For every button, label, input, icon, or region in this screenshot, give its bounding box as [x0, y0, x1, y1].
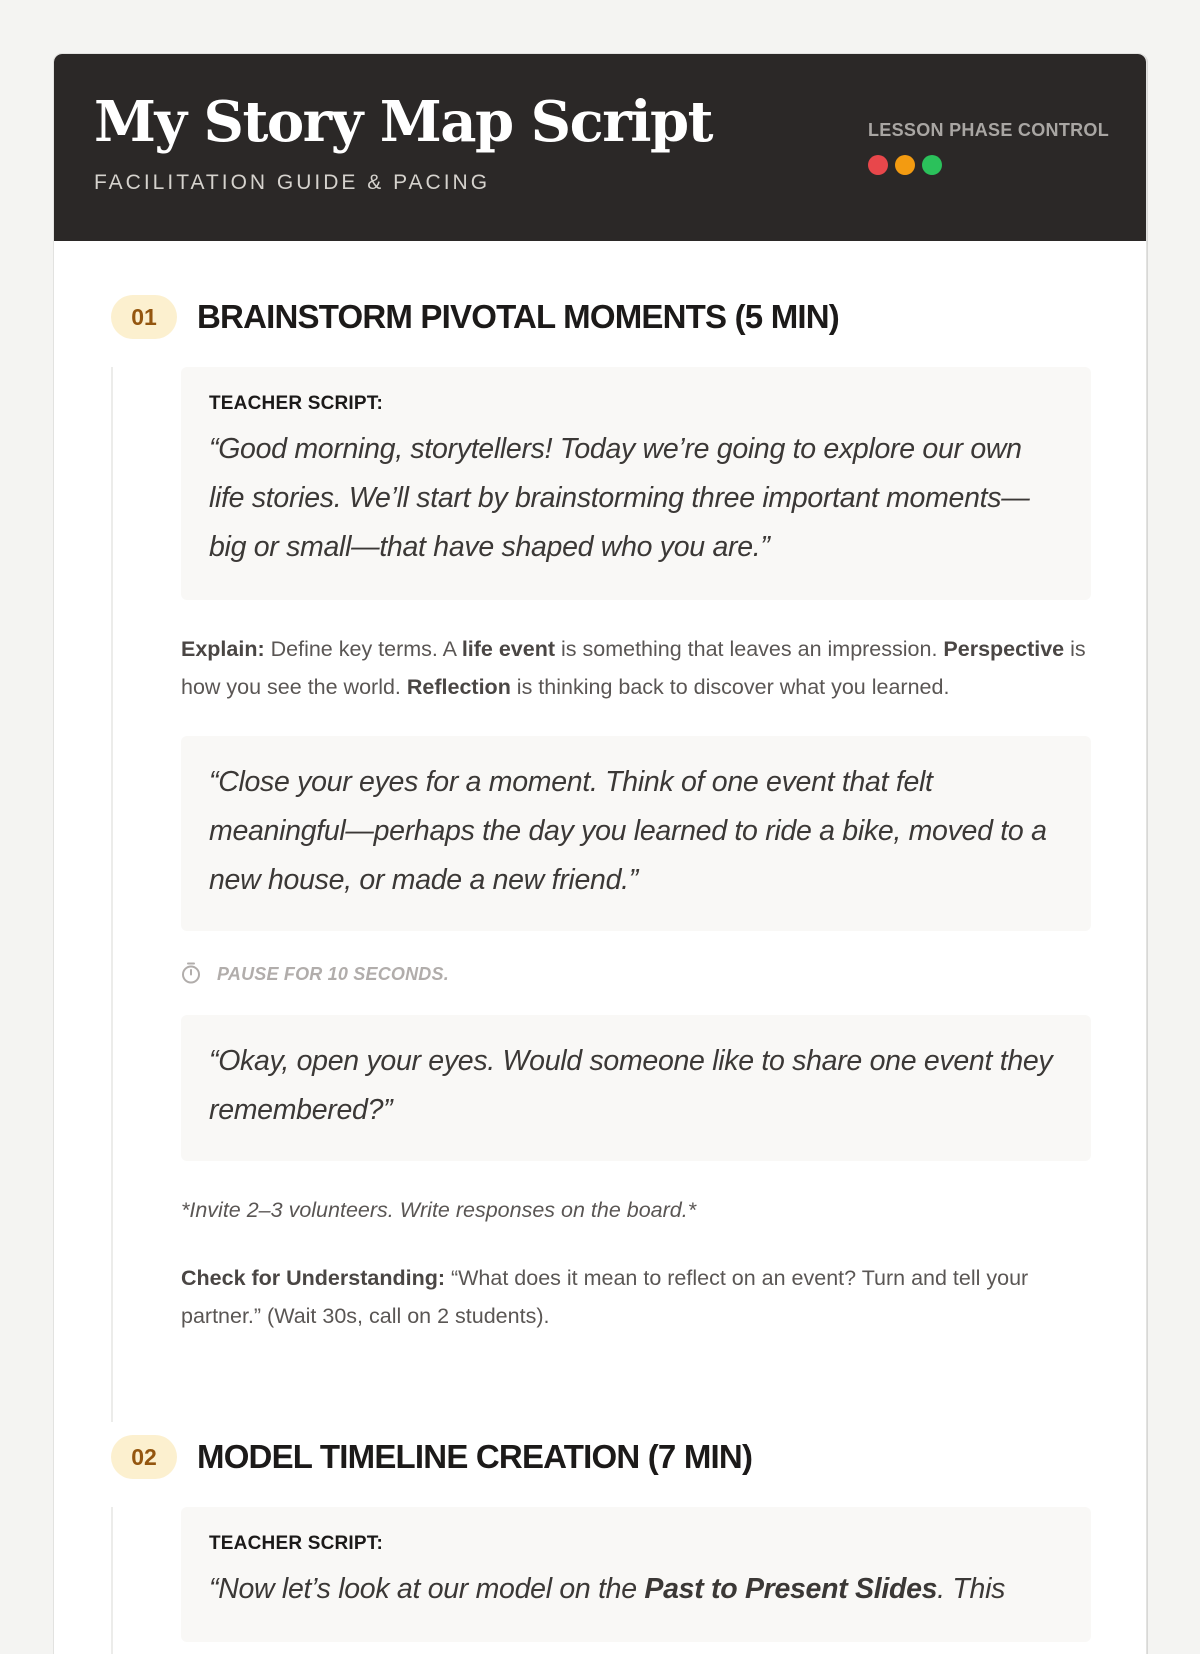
section-content-01 [181, 367, 1091, 1365]
page-title: My Story Map Script [94, 89, 712, 155]
script-quote-box [181, 736, 1091, 931]
script-quote-box [181, 1015, 1091, 1161]
page-header [54, 54, 1146, 241]
check-lead: Check for Understanding: [181, 1266, 445, 1290]
phase-dots [868, 155, 1109, 175]
section-rail [111, 1507, 113, 1654]
explain-text: Define key terms. A [264, 637, 462, 661]
pause-cue [181, 961, 1091, 987]
teacher-script-box [181, 1507, 1091, 1642]
section-content-02 [181, 1507, 1091, 1654]
explain-paragraph [181, 630, 1091, 706]
check-text: “What does it mean to reflect on an event? Turn and tell your partner.” (Wait 30s, call on 2 students). [181, 1266, 1029, 1328]
term-perspective: Perspective [943, 637, 1065, 661]
phase-dot-green[interactable] [922, 155, 942, 175]
section-number-badge: 01 [111, 295, 177, 339]
script-card [54, 54, 1146, 1654]
section-rail [111, 367, 113, 1422]
script-quote [209, 1565, 1063, 1614]
term-reflection: Reflection [406, 675, 511, 699]
teacher-script-box [181, 367, 1091, 600]
quote-text: “Now let’s look at our model on the [209, 1573, 645, 1605]
term-life-event: life event [461, 637, 556, 661]
script-quote: “Good morning, storytellers! Today we’re going to explore our own life stories. We’ll start by brainstorming three important moments—big or small—that have shaped who you are.” [209, 433, 1030, 563]
phase-control-label: LESSON PHASE CONTROL [868, 120, 1110, 140]
script-quote: “Okay, open your eyes. Would someone like to share one event they remembered?” [209, 1045, 1053, 1126]
section-number-badge: 02 [111, 1435, 177, 1479]
explain-text: is how you see the world. [181, 637, 1086, 699]
explain-text: is thinking back to discover what you learned. [510, 675, 950, 699]
script-quote: “Close your eyes for a moment. Think of one event that felt meaningful—perhaps the day you learned to ride a bike, moved to a new house, or made a new friend.” [209, 766, 1047, 896]
teacher-script-label: TEACHER SCRIPT: [209, 1533, 384, 1554]
phase-dot-red[interactable] [868, 155, 888, 175]
page-subtitle: FACILITATION GUIDE & PACING [94, 171, 491, 194]
volunteer-note: *Invite 2–3 volunteers. Write responses on the board.* [181, 1198, 697, 1222]
slides-name: Past to Present Slides [644, 1573, 938, 1605]
pause-text: PAUSE FOR 10 SECONDS. [217, 964, 449, 984]
teacher-script-label: TEACHER SCRIPT: [209, 393, 384, 414]
section-header-02 [111, 1435, 1111, 1479]
explain-lead: Explain: [181, 637, 265, 661]
stopwatch-icon [181, 962, 201, 984]
section-title: MODEL TIMELINE CREATION (7 MIN) [197, 1438, 753, 1475]
lesson-phase-control [868, 120, 1109, 175]
section-header-01 [111, 295, 1111, 339]
check-understanding [181, 1259, 1091, 1335]
phase-dot-orange[interactable] [895, 155, 915, 175]
explain-text: is something that leaves an impression. [555, 637, 944, 661]
quote-text: . This [937, 1573, 1006, 1605]
section-title: BRAINSTORM PIVOTAL MOMENTS (5 MIN) [197, 298, 839, 335]
